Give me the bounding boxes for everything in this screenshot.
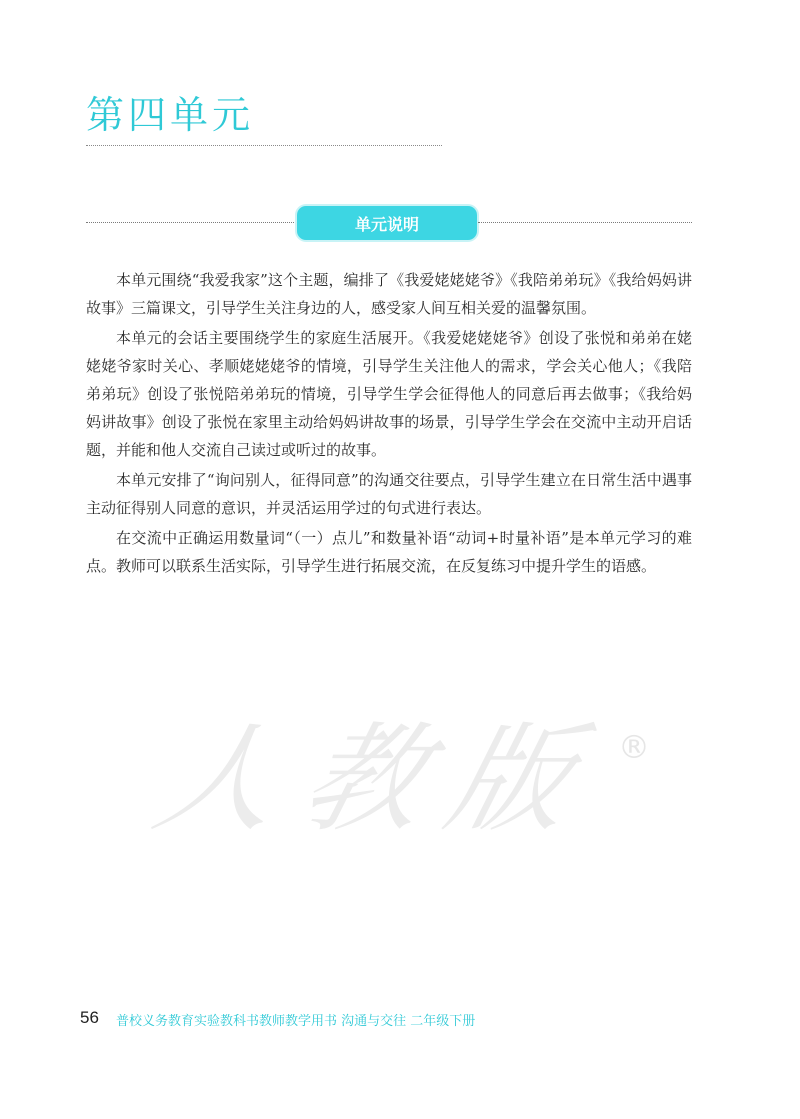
paragraph: 本单元围绕“我爱我家”这个主题，编排了《我爱姥姥姥爷》《我陪弟弟玩》《我给妈妈讲故事》三篇课文，引导学生关注身边的人，感受家人间互相关爱的温馨氛围。 [86,271,692,317]
unit-title: 第四单元 [86,93,255,137]
registered-mark: ® [618,728,650,766]
paragraph: 在交流中正确运用数量词“（一）点儿”和数量补语“动词+时量补语”是本单元学习的难点。教师可以联系生活实际，引导学生进行拓展交流，在反复练习中提升学生的语感。 [86,529,692,575]
publisher-watermark: 人教版 [142,710,616,848]
title-divider [86,145,442,146]
section-heading: 单元说明 [297,206,477,240]
page-number: 56 [80,1008,99,1027]
paragraph: 本单元的会话主要围绕学生的家庭生活展开。《我爱姥姥姥爷》创设了张悦和弟弟在姥姥姥爷家时关心、孝顺姥姥姥爷的情境，引导学生关注他人的需求，学会关心他人；《我陪弟弟玩》创设了张悦陪弟弟玩的情境，引导学生学会征得他人的同意后再去做事；《我给妈妈讲故事》创设了张悦在家里主动给妈妈讲故事的场景，引导学生学会在交流中主动开启话题，并能和他人交流自己读过或听过的故事。 [86,329,692,459]
section-divider-left [86,222,298,223]
paragraph: 本单元安排了“询问别人，征得同意”的沟通交往要点，引导学生建立在日常生活中遇事主动征得别人同意的意识，并灵活运用学过的句式进行表达。 [86,471,692,517]
section-divider-right [478,222,692,223]
book-title-footer: 普校义务教育实验教科书教师教学用书 沟通与交往 二年级下册 [116,1014,476,1029]
unit-description [86,266,692,582]
